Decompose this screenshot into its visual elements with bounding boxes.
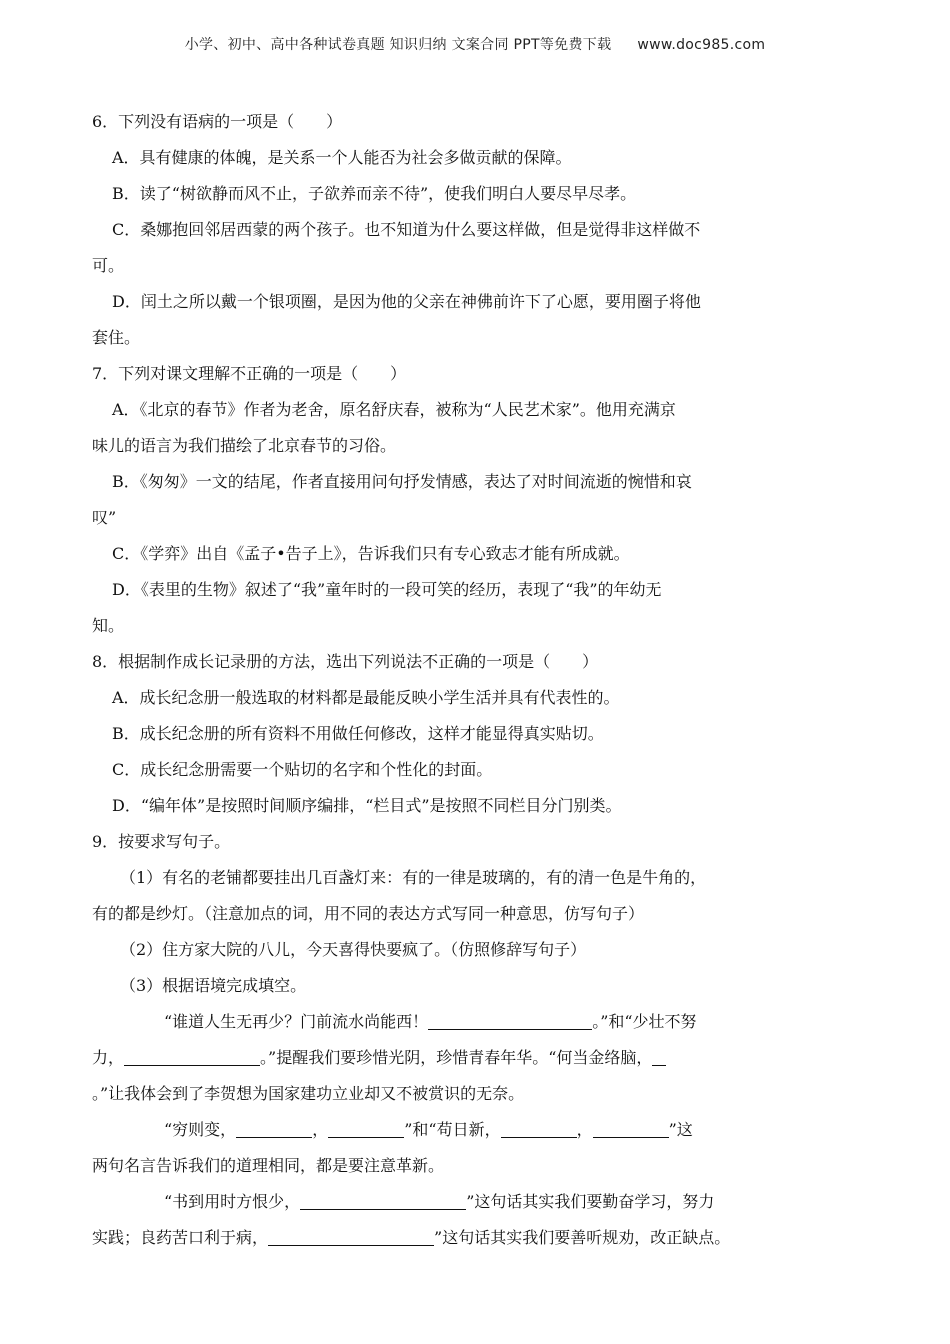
question-9-sub-3: （3）根据语境完成填空。 bbox=[120, 976, 307, 995]
fill-text: 实践；良药苦口利于病， bbox=[92, 1228, 269, 1247]
answer-blank[interactable] bbox=[300, 1191, 466, 1210]
fill-text: “谁道人生无再少？门前流水尚能西！ bbox=[164, 1012, 429, 1031]
fill-text: ”这句话其实我们要善听规劝，改正缺点。 bbox=[434, 1228, 731, 1247]
header-text: 小学、初中、高中各种试卷真题 知识归纳 文案合同 PPT等免费下载 bbox=[184, 37, 612, 53]
question-6-stem: 6．下列没有语病的一项是（ ） bbox=[92, 112, 343, 131]
fill-text: ”这句话其实我们要勤奋学习，努力 bbox=[466, 1192, 715, 1211]
question-7-option-c: C．《学弈》出自《孟子•告子上》，告诉我们只有专心致志才能有所成就。 bbox=[112, 544, 630, 563]
fill-text: ”和“苟日新， bbox=[404, 1120, 501, 1139]
fill-text: 力， bbox=[92, 1048, 125, 1067]
fill-paragraph-2-line-2: 两句名言告诉我们的道理相同，都是要注意革新。 bbox=[92, 1156, 445, 1175]
question-9-stem: 9．按要求写句子。 bbox=[92, 832, 231, 851]
fill-text: ， bbox=[312, 1120, 329, 1139]
question-8-option-b: B．成长纪念册的所有资料不用做任何修改，这样才能显得真实贴切。 bbox=[112, 724, 604, 743]
fill-paragraph-1-line-1 bbox=[92, 1004, 792, 1040]
question-6-option-c: C．桑娜抱回邻居西蒙的两个孩子。也不知道为什么要这样做，但是觉得非这样做不 bbox=[112, 220, 701, 239]
document-body bbox=[92, 104, 792, 1256]
question-8-option-d: D．“编年体”是按照时间顺序编排，“栏目式”是按照不同栏目分门别类。 bbox=[112, 796, 622, 815]
fill-text: 。”提醒我们要珍惜光阴，珍惜青春年华。“何当金络脑， bbox=[260, 1048, 653, 1067]
question-7-option-b: B．《匆匆》一文的结尾，作者直接用问句抒发情感，表达了对时间流逝的惋惜和哀 bbox=[112, 472, 692, 491]
question-9-sub-1: （1）有名的老铺都要挂出几百盏灯来：有的一律是玻璃的，有的清一色是牛角的， bbox=[120, 868, 707, 887]
question-9-sub-1-cont: 有的都是纱灯。（注意加点的词，用不同的表达方式写同一种意思，仿写句子） bbox=[92, 904, 645, 923]
fill-text: “穷则变， bbox=[164, 1120, 237, 1139]
question-6-option-b: B．读了“树欲静而风不止，子欲养而亲不待”，使我们明白人要尽早尽孝。 bbox=[112, 184, 637, 203]
question-7-stem: 7．下列对课文理解不正确的一项是（ ） bbox=[92, 364, 407, 383]
fill-paragraph-1-line-2 bbox=[92, 1040, 792, 1076]
question-7-option-a-cont: 味儿的语言为我们描绘了北京春节的习俗。 bbox=[92, 436, 397, 455]
fill-paragraph-3-line-1 bbox=[92, 1184, 792, 1220]
question-7-option-d-cont: 知。 bbox=[92, 616, 125, 635]
question-9-sub-2: （2）住方家大院的八儿，今天喜得快要疯了。（仿照修辞写句子） bbox=[120, 940, 587, 959]
question-6-option-d: D．闰土之所以戴一个银项圈，是因为他的父亲在神佛前许下了心愿，要用圈子将他 bbox=[112, 292, 701, 311]
fill-text: ， bbox=[576, 1120, 593, 1139]
question-6-option-c-cont: 可。 bbox=[92, 256, 125, 275]
header-url[interactable]: www.doc985.com bbox=[637, 37, 766, 53]
answer-blank[interactable] bbox=[236, 1119, 312, 1138]
answer-blank[interactable] bbox=[593, 1119, 669, 1138]
answer-blank[interactable] bbox=[428, 1011, 592, 1030]
fill-text: ”这 bbox=[668, 1120, 693, 1139]
fill-text: 。”和“少壮不努 bbox=[592, 1012, 697, 1031]
fill-paragraph-1-line-3: 。”让我体会到了李贺想为国家建功立业却又不被赏识的无奈。 bbox=[92, 1084, 525, 1103]
fill-paragraph-2-line-1 bbox=[92, 1112, 792, 1148]
question-8-option-a: A．成长纪念册一般选取的材料都是最能反映小学生活并具有代表性的。 bbox=[112, 688, 620, 707]
answer-blank[interactable] bbox=[268, 1227, 434, 1246]
question-8-option-c: C．成长纪念册需要一个贴切的名字和个性化的封面。 bbox=[112, 760, 493, 779]
question-7-option-a: A．《北京的春节》作者为老舍，原名舒庆春，被称为“人民艺术家”。他用充满京 bbox=[112, 400, 676, 419]
fill-paragraph-3-line-2 bbox=[92, 1220, 792, 1256]
question-7-option-b-cont: 叹” bbox=[92, 508, 117, 527]
answer-blank[interactable] bbox=[501, 1119, 577, 1138]
question-6-option-d-cont: 套住。 bbox=[92, 328, 141, 347]
fill-text: “书到用时方恨少， bbox=[164, 1192, 301, 1211]
question-7-option-d: D．《表里的生物》叙述了“我”童年时的一段可笑的经历，表现了“我”的年幼无 bbox=[112, 580, 662, 599]
answer-blank[interactable] bbox=[652, 1047, 666, 1066]
answer-blank[interactable] bbox=[328, 1119, 404, 1138]
question-8-stem: 8．根据制作成长记录册的方法，选出下列说法不正确的一项是（ ） bbox=[92, 652, 599, 671]
answer-blank[interactable] bbox=[124, 1047, 260, 1066]
question-6-option-a: A．具有健康的体魄，是关系一个人能否为社会多做贡献的保障。 bbox=[112, 148, 572, 167]
page-header bbox=[0, 34, 950, 54]
